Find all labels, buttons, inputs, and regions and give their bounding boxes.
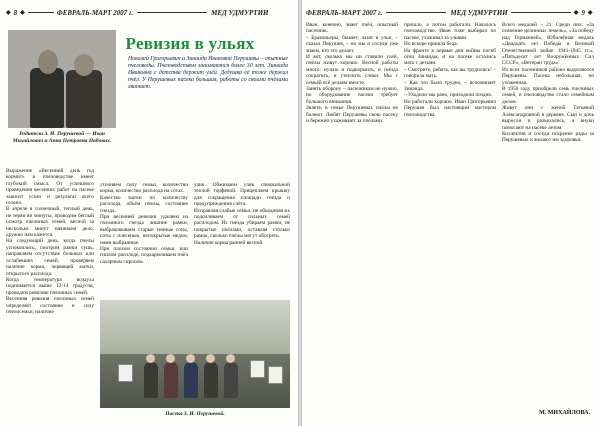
header-rule [386,12,446,13]
right-page [302,0,600,426]
article-title: Ревизия в ульях [125,34,255,53]
article-lead: Николай Григорьевич и Зинаида Ивановна Перушевы – опытные пчеловоды. Пчеловодством занимаются более 30 лет. Зинаида Ивановна с детства держит улей. Дедушка её тоже держал пчёл. У Перушевых пасека большая, работы со своими пчёлами хватает. [128,56,288,90]
header-star-icon: ◆ [20,10,25,16]
left-header-date: ФЕВРАЛЬ-МАРТ 2007 г. [56,8,134,17]
right-header-paper: МЕД УДМУРТИИ [450,8,508,17]
portrait-caption: Родители З. И. Перушевой — Иван Михайлович и Анна Петровна Набоких. [12,131,112,144]
header-rule [137,12,207,13]
left-column-3: улик. Обжимаем улик специальной теплой торфяной. Прицепляем крышку для сокращения площади гнезда и предупреждения слёта. Исправляя слабые семьи, не объединяя их подсиливаем от сильных семей расплодом. Из гнезда убираем рамки, не покрытые пчёлами, оставляя столько рамок, сколько пчёлы могут обогреть. Наличие корма ранней весной. [194,182,290,246]
header-rule [28,12,54,13]
left-column-2: уточняем силу семьи, количество корма, количество расплода на сотах. Качество матки по количеству расплода, объём пчелы, состояние гнезда. При весенней ревизии удаляем из пчелиного гнезда лишние рамки, выбраковываем старые темные соты, соты с плесенью, непокрытые медом, нами выбранные. При плохом состоянии семьи, или гнилом расплоде, подкармливаем пчёл сахарным сиропом. [100,182,188,265]
header-rule [511,12,571,13]
apiary-photo [100,300,290,408]
apiary-caption: Пасека З. И. Перушевой. [165,411,225,417]
right-column-1: Иван, конечно, знает пчёл, опытный пасечник. – Браконьеры, бывает, лазят в ульи, – сказал Перушев, – но мы и соседи уже знаем, кто это делает. И вот, сколько мы ни ставили улей, пчёлы живут хорошо. Весной работы много: нужно и подкормить, и гнёзда сократить, и утеплить улики. Мы с семьёй всё делаем вместе. Занять оборону – пасечникам не нужно, но оборудование пасеки требует большого внимания. Знаете, в семье Перушевых пчёлы не болеют. Любят Перушевы свою пасеку и бережно ухаживают за пчёлами. [306,22,398,125]
header-star-icon: ◆ [6,10,11,16]
left-header-paper: МЕД УДМУРТИИ [211,8,269,17]
author-signature: М. МИХАЙЛОВА. [539,410,590,416]
left-page-header [6,7,292,18]
left-column-1: Выражение «Весенний день год кормит» в пчеловодстве имеет глубокий смысл. От успешного проведения весенних работ на пасеке зависит успех и результат всего сезона. В апреле в солнечный, теплый день, не теряя ни минуты, проводим беглый осмотр пчелиных семей, весной за несколько минут начинаем дело, дружно нам кажется. На следующий день, когда пчелы успокоились, смотрим рамки сушь, направляем отсутствие больных или ослабевших семей, проверяем наличие корма, червящей матки, открытого расплода. Когда температура воздуха поднимается выше 12-14 градусов, проводим ревизию пчелиных семей. Весенняя ревизия пчелиных семей определяет состояние и силу пчелосемьи, наличие [6,168,94,315]
header-star-icon: ◆ [587,10,593,16]
left-page-number: 8 [13,8,18,17]
right-column-2: прошло, а потом работали. Началось пчеловодство. Иван тоже выбирал по пасеке, ухаживал за ульями. Но вскоре пришла беда. На фронте в первые дни войны погиб отец Зинаиды, и на пасеке остались мать с детьми. – Смотрите, ребята, как вы трудились! – говорила мать. – Как это было трудно, – вспоминает Зинаида. – Уходили мы рано, приходили поздно. Но работали хорошо. Иван Григорьевич Перушев был настоящим мастером пчеловодства. [404,22,496,118]
left-page [0,0,299,426]
header-star-icon: ◆ [573,10,579,16]
right-column-3: Всего медалей – 21. Среди них: «За освоение целинных земель», «За победу над Германией», Юбилейная медаль «Двадцать лет Победы в Великой Отечественной войне 1941-1945 гг.», «Пятьдесят лет Вооружённых Сил СССР», «Ветеран труда». Из всех пасечников района выделяются Перушевы. Пасека небольшая, но ухоженная. В 1956 году приобрели семь пчелиных семей, и пчеловодство стало семейным делом. Живут они с женой Татьяной Александровной в деревне. Сын и дочь выросли и разъехались, а внуки помогают на пасеке летом. Коллектив и соседи искренне рады за Перушевых и желают им здоровья. [502,22,594,144]
right-header-date: ФЕВРАЛЬ-МАРТ 2007 г. [306,8,383,17]
right-page-header [306,7,596,18]
right-page-number: 9 [581,8,585,17]
portrait-photo [8,30,116,128]
